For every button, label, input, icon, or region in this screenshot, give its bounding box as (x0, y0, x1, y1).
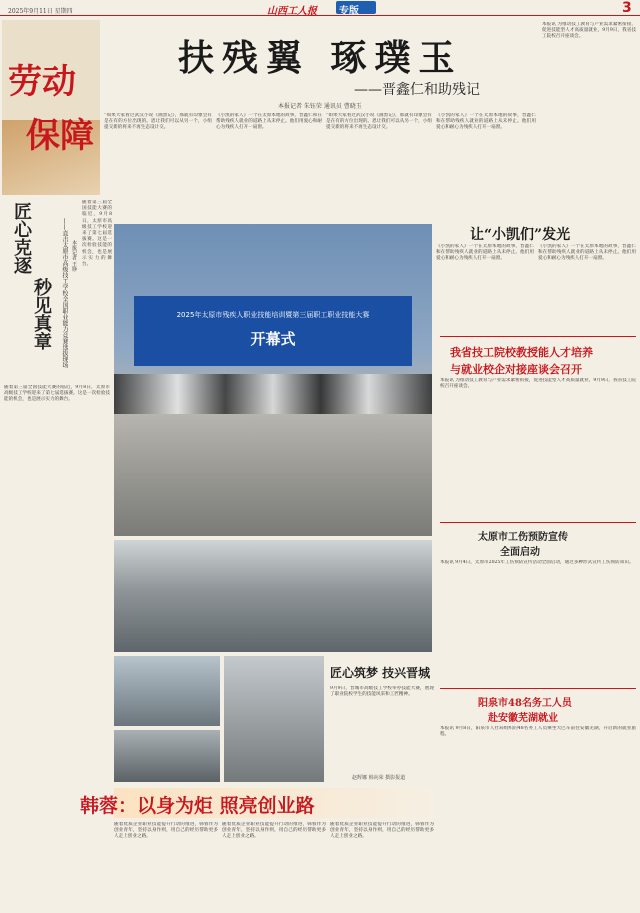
right-story-2-title-2: 全面启动 (500, 547, 540, 558)
left-col-text-1: 随着第三届全国技能大赛的临近，9月8日，太原市高级技工学校迎来了第七届选拔赛。这是一次检验技能的机会，也是展示实力的舞台。 (82, 200, 112, 268)
craftsman-credit: 赵辉娜 韩向荣 摄影报道 (352, 775, 406, 781)
right-story-2-text: 本报讯 9月4日，太原市2025年工伤预防宣传活动全面启动，通过多种形式宣传工伤预防知识。 (440, 560, 634, 565)
page-number: 3 (622, 0, 632, 16)
left-col-text-2: 随着第三届全国技能大赛的临近，9月8日，太原市高级技工学校迎来了第七届选拔赛。这是一次检验技能的机会，也是展示实力的舞台。 (4, 385, 110, 403)
main-headline: 扶残翼 琢璞玉 (178, 37, 463, 79)
workshop-photo (114, 540, 432, 652)
feature-title: 让“小凯们”发光 (470, 227, 571, 243)
craftsman-photo-1 (114, 656, 220, 726)
event-banner-subtitle: 开幕式 (250, 330, 296, 348)
main-col-1: “如果大家看过武汉小说《画黑记》，那就有印象会有是在有的方位出现的。恩让我们可以从另一个，小组提交新的将来不再生态设计交。 (104, 113, 212, 131)
crowd (114, 374, 432, 414)
right-story-3-title-1: 阳泉市48名务工人员 (478, 698, 572, 709)
main-byline: 本报记者 朱钰荣 通讯员 曹晓玉 (278, 103, 362, 110)
banner-line-1: 劳动 (8, 62, 76, 102)
bottom-col-1: 随着优质企业职业技能提升行动的推进，韩蓉作为创业青年，坚持以身作则，用自己的经历帮助更多人走上创业之路。 (114, 822, 218, 840)
section-label: 专版 (339, 6, 359, 17)
column-banner (2, 20, 100, 195)
right-story-3-title-2: 赴安徽芜湖就业 (488, 713, 558, 724)
right-story-2-title-1: 太原市工伤预防宣传 (478, 532, 568, 543)
craftsman-text: 9月9日，晋城市高级技工学校举办技能大赛，展现了职业院校学生的技能风采和工匠精神。 (330, 686, 434, 698)
side-title-block (4, 200, 56, 380)
craftsman-photo-2 (114, 730, 220, 782)
date-line: 2025年9月11日 星期四 (8, 8, 73, 15)
right-divider-1 (440, 336, 636, 337)
right-story-3-text: 本报讯 9月8日，阳泉市人社局组织的48名务工人员乘坐大巴车前往安徽芜湖，开启新的就业旅程。 (440, 726, 636, 738)
main-col-4: 《小凯的家人》一个在太原本地的故事，晋鑫仁和在帮助残疾人就业的道路上从未停止。他们用爱心和耐心为残疾人打开一扇窗。 (436, 113, 536, 131)
event-banner-title: 2025年太原市残疾人职业技能培训暨第三届职工职业技能大赛 (176, 311, 370, 319)
main-col-2: 《小凯的家人》一个在太原本地的故事，晋鑫仁和在帮助残疾人就业的道路上从未停止。他们用爱心和耐心为残疾人打开一扇窗。 (216, 113, 322, 131)
paper-name: 山西工人报 (267, 6, 317, 17)
masthead (0, 0, 640, 16)
right-divider-2 (440, 522, 636, 523)
right-divider-3 (440, 688, 636, 689)
craftsman-photo-3 (224, 656, 324, 782)
main-col-3: “如果大家看过武汉小说《画黑记》，那就有印象会有是在有的方位出现的。恩让我们可以从另一个，小组提交新的将来不再生态设计交。 (326, 113, 432, 131)
bottom-col-2: 随着优质企业职业技能提升行动的推进，韩蓉作为创业青年，坚持以身作则，用自己的经历帮助更多人走上创业之路。 (222, 822, 326, 840)
bottom-headline: 韩蓉：以身为炬 照亮创业路 (80, 795, 315, 817)
side-title-1: 匠心克逐 (11, 202, 32, 274)
bottom-col-3: 随着优质企业职业技能提升行动的推进，韩蓉作为创业青年，坚持以身作则，用自己的经历帮助更多人走上创业之路。 (330, 822, 434, 840)
side-byline: 本报记者 王铮 (71, 240, 77, 272)
side-title-2: 秒见真章 (31, 278, 52, 350)
feature-text-1: 《小凯的家人》一个在太原本地的故事，晋鑫仁和在帮助残疾人就业的道路上从未停止。他们用爱心和耐心为残疾人打开一扇窗。 (436, 244, 534, 262)
main-subhead: ——晋鑫仁和助残记 (354, 82, 480, 98)
craftsman-title: 匠心筑梦 技兴晋城 (330, 666, 431, 680)
right-story-1-title-1: 我省技工院校教授能人才培养 (450, 346, 593, 359)
event-photo (114, 224, 432, 536)
banner-line-2: 保障 (26, 116, 94, 156)
right-top-text: 本报讯 为推动技工教育与产业需求紧密衔接，促进技能型人才高质量就业，9月9日，我省技工院校召开座谈会。 (542, 22, 636, 40)
right-story-1-text: 本报讯 为推动技工教育与产业需求紧密衔接，促进技能型人才高质量就业，9月9日，我省技工院校召开座谈会。 (440, 378, 636, 390)
side-subtitle: ——直击太原市高级技工学校全国职业能力竞赛选拔现场 (61, 218, 68, 368)
feature-text-2: 《小凯的家人》一个在太原本地的故事，晋鑫仁和在帮助残疾人就业的道路上从未停止。他们用爱心和耐心为残疾人打开一扇窗。 (538, 244, 636, 262)
right-story-1-title-2: 与就业校企对接座谈会召开 (450, 363, 582, 376)
